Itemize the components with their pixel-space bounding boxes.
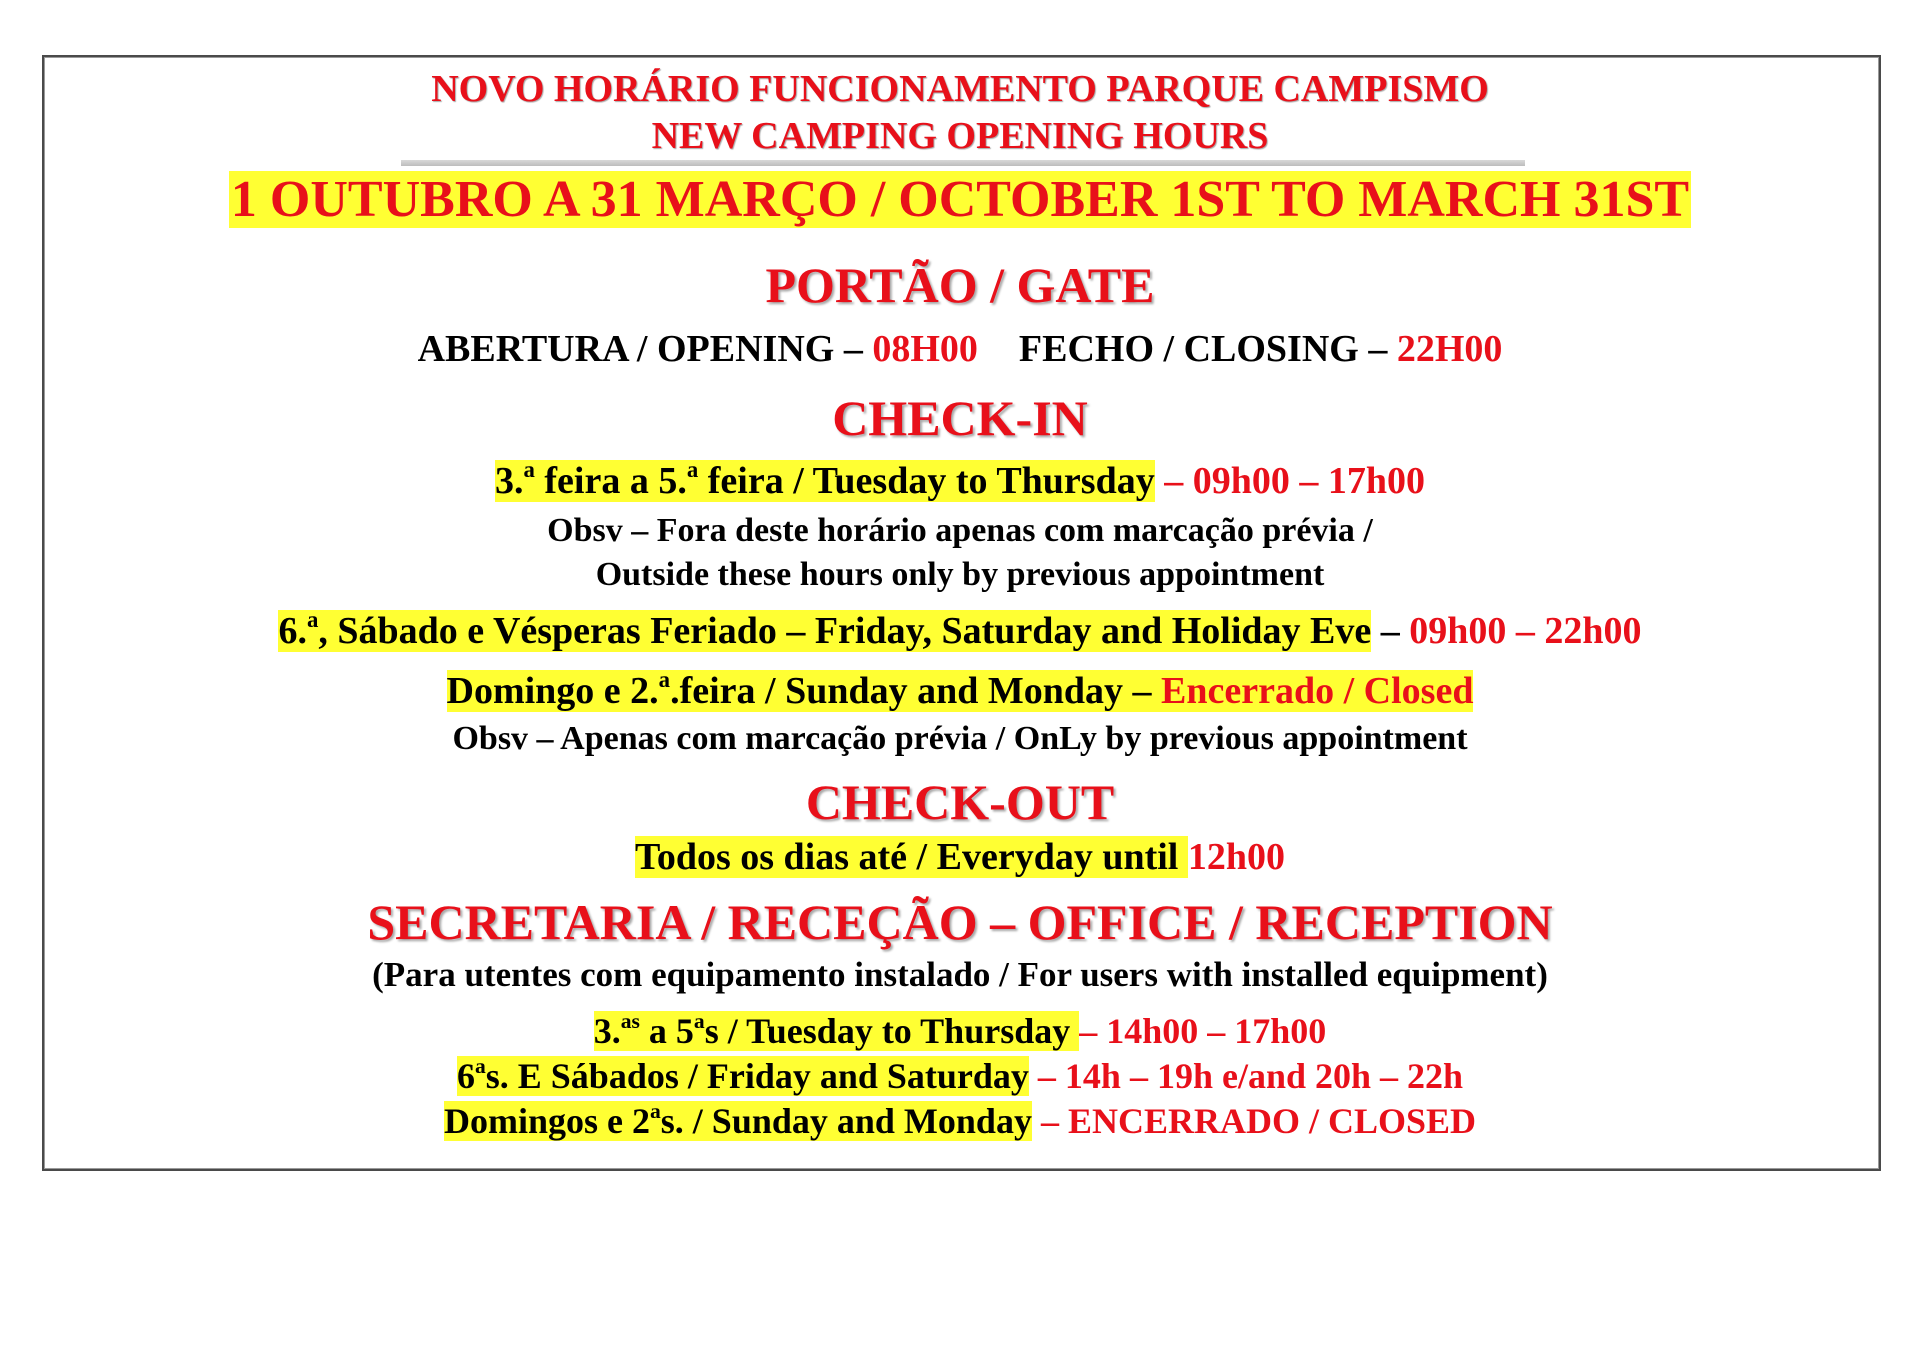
checkin-row-closed (0, 667, 1920, 712)
gate-heading: PORTÃO / GATE (765, 257, 1155, 313)
checkin-weekdays-label: 3.$^a$ feira a 5.$^a$ feira / Tuesday to Thursday (494, 457, 1155, 502)
office-closed-label: Domingos e 2$^a$s. / Sunday and Monday (443, 1098, 1032, 1141)
office-row-closed (0, 1098, 1920, 1141)
title-english: NEW CAMPING OPENING HOURS (651, 115, 1269, 157)
checkin-obs1-line2: Outside these hours only by previous appointment (595, 556, 1325, 593)
period-line (0, 171, 1920, 228)
office-weekend-label: 6$^a$s. E Sábados / Friday and Saturday (456, 1053, 1029, 1096)
office-weekdays-time: – 14h00 – 17h00 (1079, 1011, 1327, 1051)
checkin-closed-text: Encerrado / Closed (1161, 670, 1474, 712)
office-row-weekdays (0, 1008, 1920, 1051)
checkout-row (0, 838, 1920, 876)
checkin-obs1-line1: Obsv – Fora deste horário apenas com marcação prévia / (547, 512, 1373, 549)
office-weekdays-label: 3.$^{as}$ a 5$^a$s / Tuesday to Thursday (593, 1008, 1080, 1051)
gate-opening-time: 08H00 (872, 328, 978, 370)
gate-closing-time: 22H00 (1396, 328, 1503, 370)
period-text: 1 OUTUBRO A 31 MARÇO / OCTOBER 1ST TO MARCH 31ST (230, 171, 1690, 228)
checkin-closed-label: Domingo e 2.$^a$.feira / Sunday and Monday – Encerrado / Closed (446, 667, 1474, 712)
checkin-heading: CHECK-IN (832, 390, 1088, 446)
office-closed-time: – ENCERRADO / CLOSED (1031, 1101, 1477, 1141)
office-note: (Para utentes com equipamento instalado / For users with installed equipment) (372, 955, 1548, 994)
checkout-time: 12h00 (1187, 836, 1285, 878)
checkin-row-weekdays (0, 457, 1920, 502)
checkout-label: Todos os dias até / Everyday until (634, 836, 1188, 878)
gate-opening-label: ABERTURA / OPENING – (417, 328, 863, 370)
office-row-weekend (0, 1053, 1920, 1096)
checkin-weekdays-time: – 09h00 – 17h00 (1154, 460, 1425, 502)
checkin-obs2: Obsv – Apenas com marcação prévia / OnLy by previous appointment (452, 720, 1468, 757)
title-divider (401, 160, 1525, 166)
checkin-row-weekend: 6.$^a$, Sábado e Vésperas Feriado – Friday, Saturday and Holiday Eve – 09h00 – 22h00 (278, 607, 1642, 652)
gate-hours (0, 330, 1920, 368)
gate-closing-label: FECHO / CLOSING – (1018, 328, 1388, 370)
checkin-weekend-time: 09h00 – 22h00 (1409, 610, 1642, 652)
title-portuguese: NOVO HORÁRIO FUNCIONAMENTO PARQUE CAMPISMO (431, 68, 1489, 110)
checkin-weekend-label: 6.$^a$, Sábado e Vésperas Feriado – Friday, Saturday and Holiday Eve (278, 607, 1372, 652)
office-weekend-time: – 14h – 19h e/and 20h – 22h (1028, 1056, 1464, 1096)
checkout-heading: CHECK-OUT (805, 774, 1115, 830)
office-heading: SECRETARIA / RECEÇÃO – OFFICE / RECEPTION (367, 894, 1553, 950)
